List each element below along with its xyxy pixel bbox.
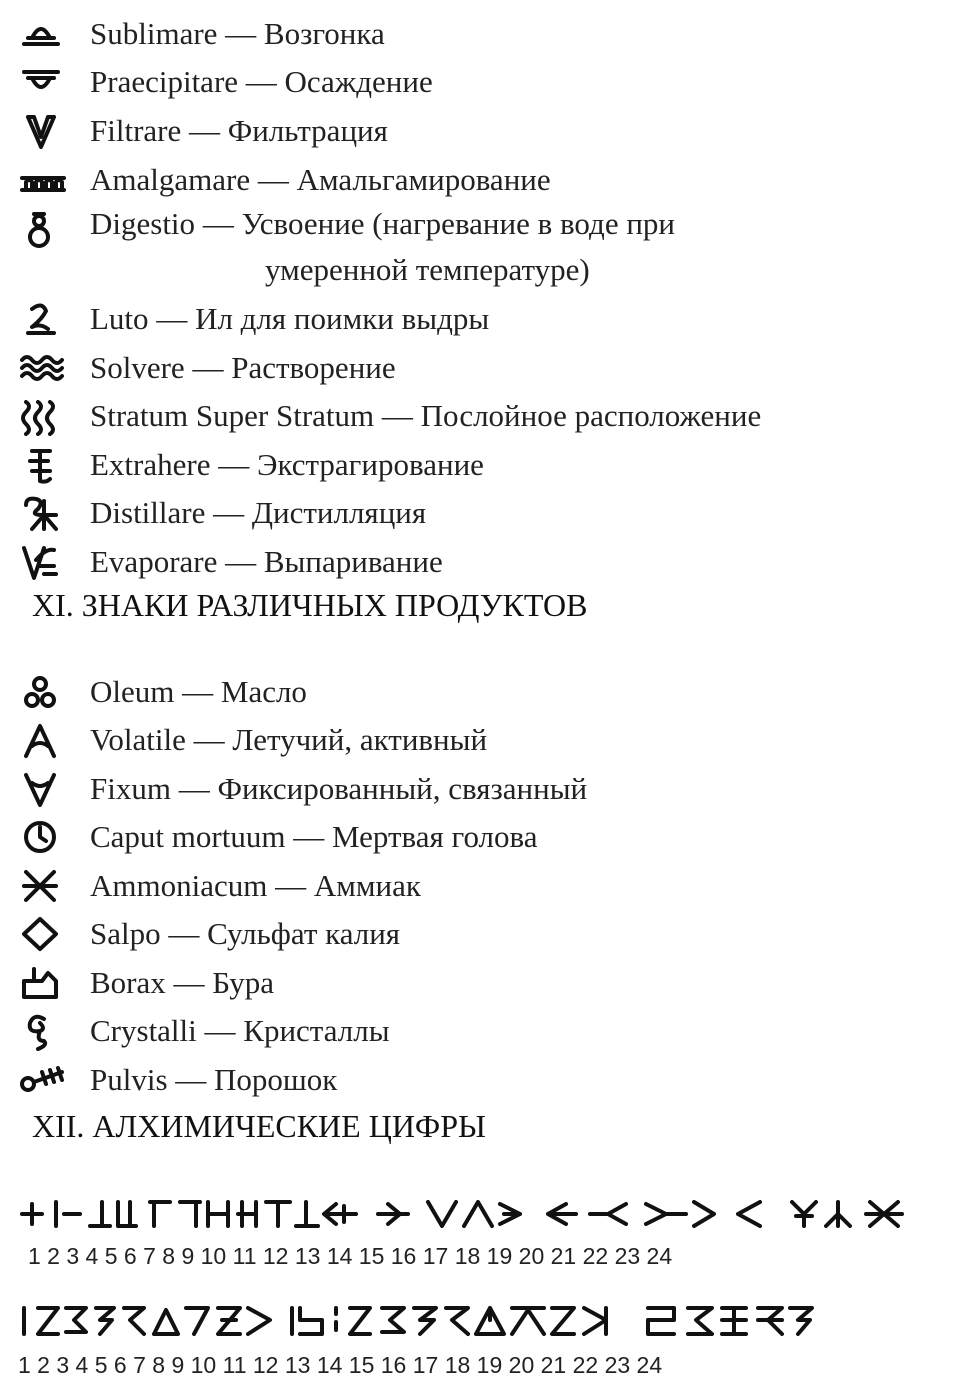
- extraction-icon: [18, 445, 66, 485]
- list-item: Praecipitare — Осаждение: [0, 58, 970, 104]
- amalgamation-icon: [18, 160, 66, 200]
- latin-term: Sublimare: [90, 16, 218, 51]
- latin-term: Borax: [90, 965, 166, 1000]
- latin-term: Praecipitare: [90, 64, 239, 99]
- latin-term: Salpo: [90, 916, 161, 951]
- russian-term: Бура: [212, 965, 275, 1000]
- latin-term: Crystalli: [90, 1013, 197, 1048]
- list-item: Fixum — Фиксированный, связанный: [0, 765, 970, 811]
- russian-term: Выпаривание: [263, 544, 443, 579]
- russian-term: Масло: [220, 674, 307, 709]
- list-item: Distillare — Дистилляция: [0, 489, 970, 535]
- latin-term: Solvere: [90, 350, 185, 385]
- list-item: Stratum Super Stratum — Послойное расположение: [0, 392, 970, 438]
- latin-term: Filtrare: [90, 113, 182, 148]
- digestion-icon: [18, 210, 66, 250]
- latin-term: Evaporare: [90, 544, 218, 579]
- russian-term: Дистилляция: [251, 495, 427, 530]
- latin-term: Oleum: [90, 674, 175, 709]
- numeral-labels-row-1: 1 2 3 4 5 6 7 8 9 10 11 12 13 14 15 16 17 18 19 20 21 22 23 24: [28, 1243, 673, 1269]
- latin-term: Stratum Super Stratum: [90, 398, 375, 433]
- stratum-icon: [18, 396, 66, 436]
- list-item: Crystalli — Кристаллы: [0, 1007, 970, 1053]
- latin-term: Extrahere: [90, 447, 211, 482]
- latin-term: Caput mortuum: [90, 819, 286, 854]
- latin-term: Volatile: [90, 722, 186, 757]
- section-heading-numerals: XII. АЛХИМИЧЕСКИЕ ЦИФРЫ: [32, 1108, 486, 1144]
- russian-term: Экстрагирование: [256, 447, 484, 482]
- fixed-icon: [18, 769, 66, 809]
- latin-term: Pulvis: [90, 1062, 168, 1097]
- oil-icon: [18, 672, 66, 712]
- volatile-icon: [18, 720, 66, 760]
- numeral-ciphers-row-1: [0, 1192, 970, 1234]
- russian-term: Порошок: [214, 1062, 338, 1097]
- sublimation-icon: [18, 14, 66, 54]
- list-item: Borax — Бура: [0, 959, 970, 1005]
- russian-term: Послойное расположение: [420, 398, 762, 433]
- list-item: Volatile — Летучий, активный: [0, 716, 970, 762]
- list-item: Luto — Ил для поимки выдры: [0, 295, 970, 341]
- latin-term: Fixum: [90, 771, 171, 806]
- numeral-glyphs-set-1: [22, 1202, 902, 1226]
- list-item: Evaporare — Выпаривание: [0, 538, 970, 584]
- russian-term-continued: умеренной температуре): [265, 252, 590, 287]
- list-item: Salpo — Сульфат калия: [0, 910, 970, 956]
- russian-term: Фильтрация: [227, 113, 388, 148]
- borax-icon: [18, 963, 66, 1003]
- powder-icon: [18, 1060, 66, 1100]
- filtration-icon: [18, 111, 66, 151]
- list-item: Pulvis — Порошок: [0, 1056, 970, 1102]
- list-item: Caput mortuum — Мертвая голова: [0, 813, 970, 859]
- precipitation-icon: [18, 62, 66, 102]
- russian-term: Фиксированный, связанный: [217, 771, 588, 806]
- lute-icon: [18, 299, 66, 339]
- solution-icon: [18, 348, 66, 388]
- russian-term: Возгонка: [263, 16, 385, 51]
- ammonia-icon: [18, 866, 66, 906]
- latin-term: Digestio: [90, 206, 196, 241]
- russian-term: Аммиак: [313, 868, 421, 903]
- russian-term: Растворение: [231, 350, 396, 385]
- list-item: Sublimare — Возгонка: [0, 10, 970, 56]
- russian-term: Ил для поимки выдры: [195, 301, 490, 336]
- russian-term: Мертвая голова: [331, 819, 538, 854]
- latin-term: Distillare: [90, 495, 206, 530]
- list-item: Amalgamare — Амальгамирование: [0, 156, 970, 202]
- russian-term: Сульфат калия: [207, 916, 401, 951]
- latin-term: Ammoniacum: [90, 868, 268, 903]
- list-item: Filtrare — Фильтрация: [0, 107, 970, 153]
- numeral-ciphers-row-2: [0, 1300, 970, 1342]
- potassium-sulfate-icon: [18, 914, 66, 954]
- list-item: Ammoniacum — Аммиак: [0, 862, 970, 908]
- distillation-icon: [18, 493, 66, 533]
- list-item: Solvere — Растворение: [0, 344, 970, 390]
- latin-term: Amalgamare: [90, 162, 251, 197]
- crystals-icon: [18, 1011, 66, 1051]
- caput-mortuum-icon: [18, 817, 66, 857]
- evaporation-icon: [18, 542, 66, 582]
- russian-term: Осаждение: [284, 64, 433, 99]
- numeral-labels-row-2: 1 2 3 4 5 6 7 8 9 10 11 12 13 14 15 16 17 18 19 20 21 22 23 24: [18, 1352, 663, 1378]
- russian-term: Кристаллы: [243, 1013, 390, 1048]
- list-item: Extrahere — Экстрагирование: [0, 441, 970, 487]
- section-heading-products: XI. ЗНАКИ РАЗЛИЧНЫХ ПРОДУКТОВ: [32, 587, 588, 623]
- list-item: Oleum — Масло: [0, 668, 970, 714]
- russian-term: Усвоение (нагревание в воде при: [241, 206, 676, 241]
- russian-term: Амальгамирование: [296, 162, 551, 197]
- latin-term: Luto: [90, 301, 149, 336]
- list-item: Digestio — Усвоение (нагревание в воде при умеренной температуре): [0, 200, 970, 294]
- numeral-glyphs-set-2: [24, 1308, 812, 1334]
- russian-term: Летучий, активный: [232, 722, 488, 757]
